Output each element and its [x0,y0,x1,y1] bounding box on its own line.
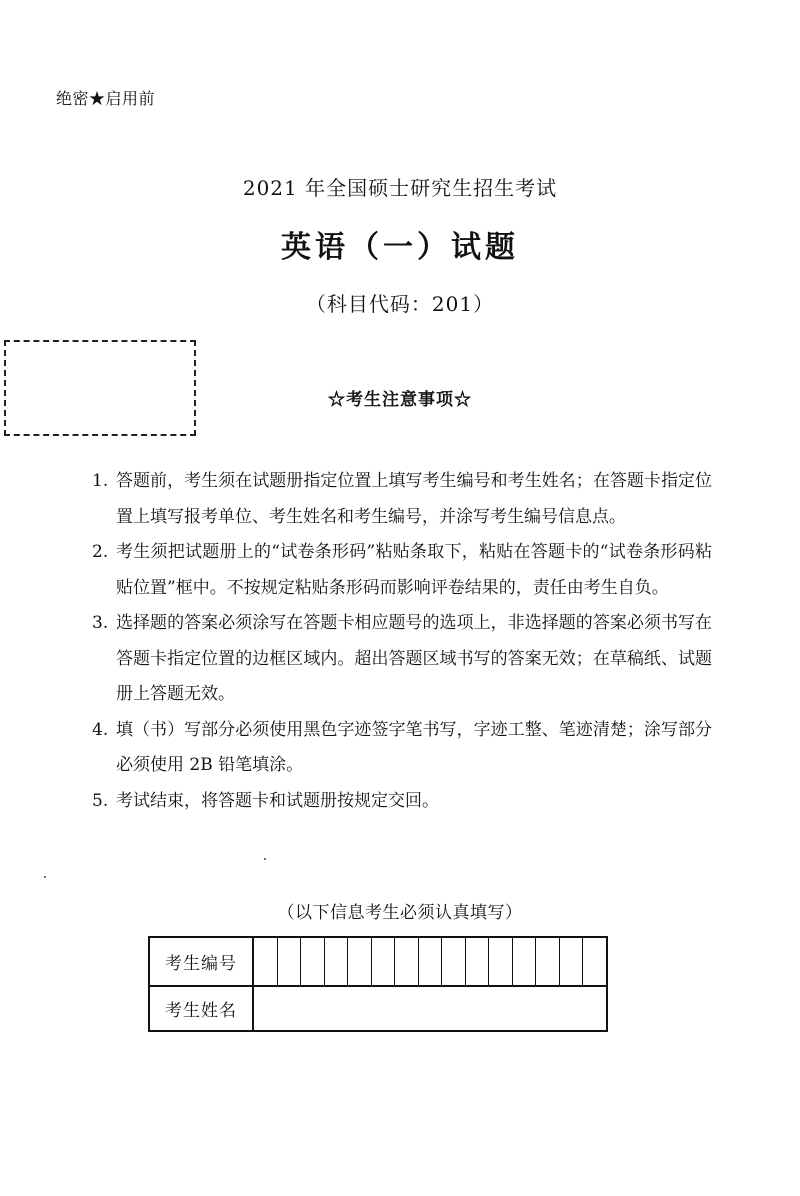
candidate-id-digit-cell[interactable] [488,938,512,985]
candidate-id-digit-cell[interactable] [347,938,371,985]
candidate-id-field[interactable] [253,937,607,986]
note-item [92,606,712,713]
candidate-info-table [148,936,608,1032]
candidate-id-digit-cell[interactable] [277,938,301,985]
note-number: 4. [92,719,109,740]
note-item [92,535,712,606]
exam-title: 2021 年全国硕士研究生招生考试 [242,176,558,200]
note-number: 3. [92,613,109,633]
candidate-id-digit-cell[interactable] [441,938,465,985]
confidential-mark: 绝密★启用前 [56,89,156,108]
subject-code: （科目代码：201） [305,292,495,316]
note-text: 选择题的答案必须涂写在答题卡相应题号的选项上，非选择题的答案必须书写在答题卡指定位置的边框区域内。超出答题区域书写的答案无效；在草稿纸、试题册上答题无效。 [116,613,712,704]
candidate-id-digit-cell[interactable] [535,938,559,985]
candidate-id-digit-cell[interactable] [512,938,536,985]
note-text: 填（书）写部分必须使用黑色字迹签字笔书写，字迹工整、笔迹清楚；涂写部分必须使用 2B 铅笔填涂。 [116,719,712,775]
note-item [92,713,712,784]
candidate-name-field[interactable] [253,986,607,1031]
notice-heading: ☆考生注意事项☆ [328,390,472,410]
candidate-id-digit-cell[interactable] [324,938,348,985]
note-text: 答题前，考生须在试题册指定位置上填写考生编号和考生姓名；在答题卡指定位置上填写报考单位、考生姓名和考生编号，并涂写考生编号信息点。 [116,471,712,527]
note-number: 5. [92,790,109,811]
candidate-id-digit-cell[interactable] [394,938,418,985]
note-text: 考试结束，将答题卡和试题册按规定交回。 [116,790,439,811]
candidate-id-digit-cell[interactable] [254,938,277,985]
candidate-id-digit-cell[interactable] [418,938,442,985]
note-item [92,784,712,820]
note-number: 2. [92,542,109,562]
note-item [92,464,712,535]
candidate-name-label: 考生姓名 [149,986,253,1031]
candidate-id-digit-cell[interactable] [559,938,583,985]
scan-speck [44,876,46,878]
candidate-id-digit-cell[interactable] [465,938,489,985]
fill-instruction: （以下信息考生必须认真填写） [277,903,523,923]
note-number: 1. [92,471,109,491]
scan-speck [264,858,266,860]
subject-title: 英语（一）试题 [281,230,519,265]
note-text: 考生须把试题册上的“试卷条形码”粘贴条取下，粘贴在答题卡的“试卷条形码粘贴位置”框中。不按规定粘贴条形码而影响评卷结果的，责任由考生自负。 [116,542,712,598]
candidate-id-label: 考生编号 [149,937,253,986]
candidate-id-digit-cell[interactable] [300,938,324,985]
candidate-id-cells [254,938,606,985]
candidate-id-digit-cell[interactable] [371,938,395,985]
candidate-id-digit-cell[interactable] [582,938,606,985]
notes-list [92,464,712,819]
